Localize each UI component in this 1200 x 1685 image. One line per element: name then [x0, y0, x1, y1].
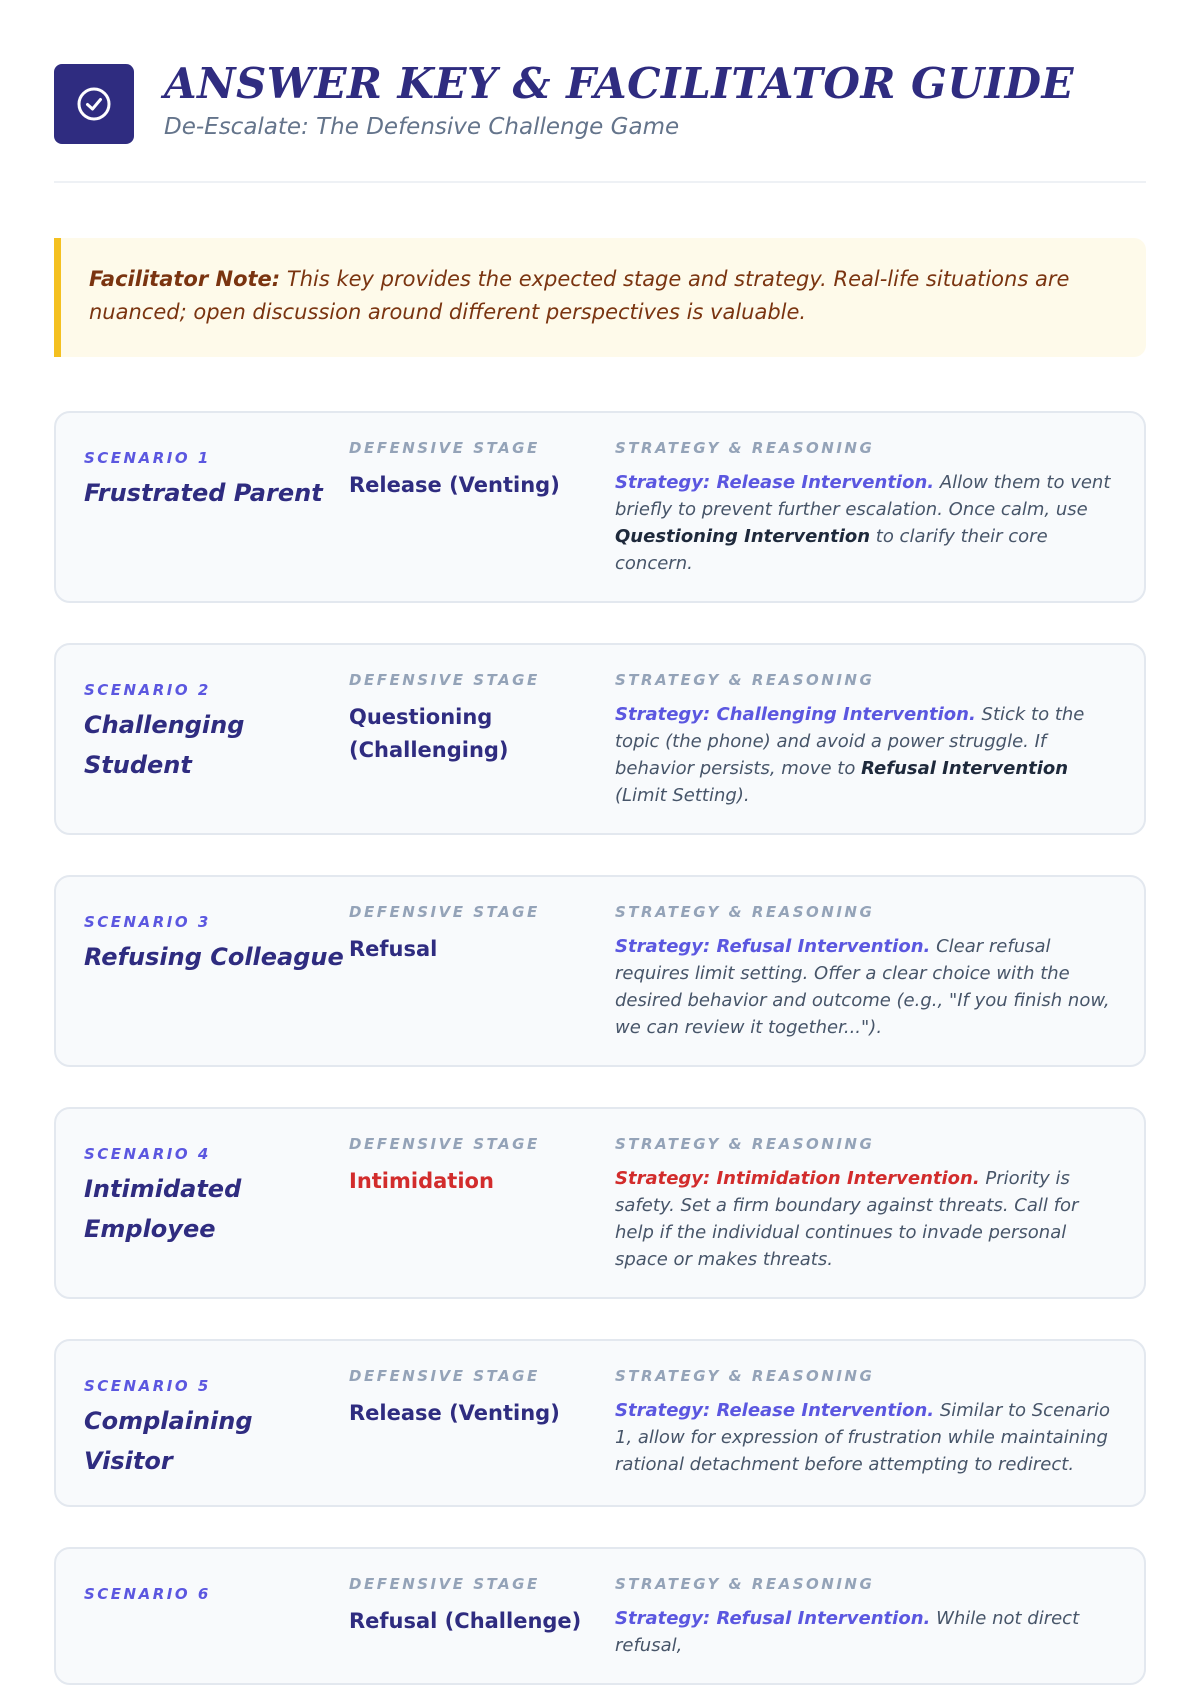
strategy-text: Similar to Scenario 1, allow for expression of frustration while maintaining rational detachment before attempting to redirect.	[615, 1400, 1111, 1475]
scenario-column	[84, 1575, 349, 1659]
strategy-reasoning	[615, 933, 1116, 1041]
scenario-title: Intimidated Employee	[84, 1175, 242, 1243]
facilitator-note	[54, 238, 1146, 357]
strategy-reasoning	[615, 1165, 1116, 1273]
scenario-card	[54, 875, 1146, 1067]
strategy-lead: Strategy: Challenging Intervention.	[615, 704, 976, 725]
scenario-card	[54, 1339, 1146, 1507]
strategy-lead: Strategy: Refusal Intervention.	[615, 1608, 931, 1629]
stage-value: Release (Venting)	[349, 1401, 560, 1425]
stage-label: DEFENSIVE STAGE	[349, 903, 540, 921]
stage-label: DEFENSIVE STAGE	[349, 1575, 540, 1593]
scenario-card	[54, 1107, 1146, 1299]
stage-value: Release (Venting)	[349, 473, 560, 497]
scenario-card	[54, 1547, 1146, 1685]
stage-label: DEFENSIVE STAGE	[349, 439, 540, 457]
scenario-list	[54, 411, 1146, 1685]
page-subtitle: De-Escalate: The Defensive Challenge Game	[164, 114, 680, 140]
strategy-column	[615, 1367, 1116, 1481]
scenario-card	[54, 411, 1146, 603]
scenario-number: SCENARIO 1	[84, 449, 211, 467]
strategy-column	[615, 439, 1116, 577]
stage-value: Intimidation	[349, 1169, 494, 1193]
strategy-reasoning	[615, 701, 1116, 809]
scenario-title: Frustrated Parent	[84, 479, 323, 507]
scenario-card	[54, 643, 1146, 835]
strategy-text-end: (Limit Setting).	[615, 785, 750, 806]
strategy-label: STRATEGY & REASONING	[615, 1135, 875, 1153]
check-circle-icon	[54, 64, 134, 144]
strategy-text: Clear refusal requires limit setting. Offer a clear choice with the desired behavior and outcome (e.g., "If you finish now, we can review it together...").	[615, 936, 1110, 1038]
scenario-number: SCENARIO 3	[84, 913, 211, 931]
stage-label: DEFENSIVE STAGE	[349, 671, 540, 689]
scenario-title: Challenging Student	[84, 711, 245, 779]
strategy-label: STRATEGY & REASONING	[615, 439, 875, 457]
scenario-number: SCENARIO 4	[84, 1145, 211, 1163]
page-title: ANSWER KEY & FACILITATOR GUIDE	[164, 59, 1075, 108]
strategy-text: Allow them to vent briefly to prevent further escalation. Once calm, use	[615, 472, 1111, 520]
strategy-reasoning	[615, 1605, 1116, 1659]
strategy-lead: Strategy: Release Intervention.	[615, 472, 935, 493]
strategy-column	[615, 903, 1116, 1041]
strategy-lead: Strategy: Release Intervention.	[615, 1400, 935, 1421]
note-label: Facilitator Note:	[89, 267, 281, 291]
strategy-text-end: to clarify their core concern.	[615, 526, 1048, 574]
strategy-label: STRATEGY & REASONING	[615, 1575, 875, 1593]
strategy-label: STRATEGY & REASONING	[615, 1367, 875, 1385]
strategy-emphasis: Questioning Intervention	[615, 526, 871, 547]
page-header	[54, 0, 1146, 183]
scenario-column	[84, 671, 349, 809]
strategy-label: STRATEGY & REASONING	[615, 671, 875, 689]
strategy-lead: Strategy: Intimidation Intervention.	[615, 1168, 980, 1189]
scenario-title: Complaining Visitor	[84, 1407, 253, 1475]
stage-column	[349, 1367, 615, 1481]
scenario-column	[84, 1367, 349, 1481]
scenario-column	[84, 903, 349, 1041]
strategy-lead: Strategy: Refusal Intervention.	[615, 936, 931, 957]
strategy-text: Priority is safety. Set a firm boundary against threats. Call for help if the individual continues to invade personal space or makes threats.	[615, 1168, 1079, 1270]
scenario-column	[84, 1135, 349, 1273]
stage-value: Refusal (Challenge)	[349, 1609, 582, 1633]
note-text: This key provides the expected stage and strategy. Real-life situations are nuanced; open discussion around different perspectives is valuable.	[89, 267, 1070, 324]
stage-column	[349, 671, 615, 809]
stage-label: DEFENSIVE STAGE	[349, 1135, 540, 1153]
stage-column	[349, 1135, 615, 1273]
strategy-text: While not direct refusal,	[615, 1608, 1080, 1656]
stage-column	[349, 903, 615, 1041]
stage-value: Refusal	[349, 937, 438, 961]
strategy-reasoning	[615, 1397, 1116, 1478]
scenario-number: SCENARIO 2	[84, 681, 211, 699]
stage-column	[349, 1575, 615, 1659]
strategy-emphasis: Refusal Intervention	[861, 758, 1069, 779]
strategy-reasoning	[615, 469, 1116, 577]
stage-column	[349, 439, 615, 577]
scenario-number: SCENARIO 5	[84, 1377, 211, 1395]
header-titles	[164, 58, 1074, 140]
scenario-title: Refusing Colleague	[84, 943, 344, 971]
strategy-column	[615, 1575, 1116, 1659]
strategy-column	[615, 671, 1116, 809]
strategy-text: Stick to the topic (the phone) and avoid a power struggle. If behavior persists, move to	[615, 704, 1085, 779]
stage-label: DEFENSIVE STAGE	[349, 1367, 540, 1385]
stage-value: Questioning (Challenging)	[349, 705, 509, 762]
strategy-column	[615, 1135, 1116, 1273]
scenario-column	[84, 439, 349, 577]
strategy-label: STRATEGY & REASONING	[615, 903, 875, 921]
scenario-number: SCENARIO 6	[84, 1585, 211, 1603]
